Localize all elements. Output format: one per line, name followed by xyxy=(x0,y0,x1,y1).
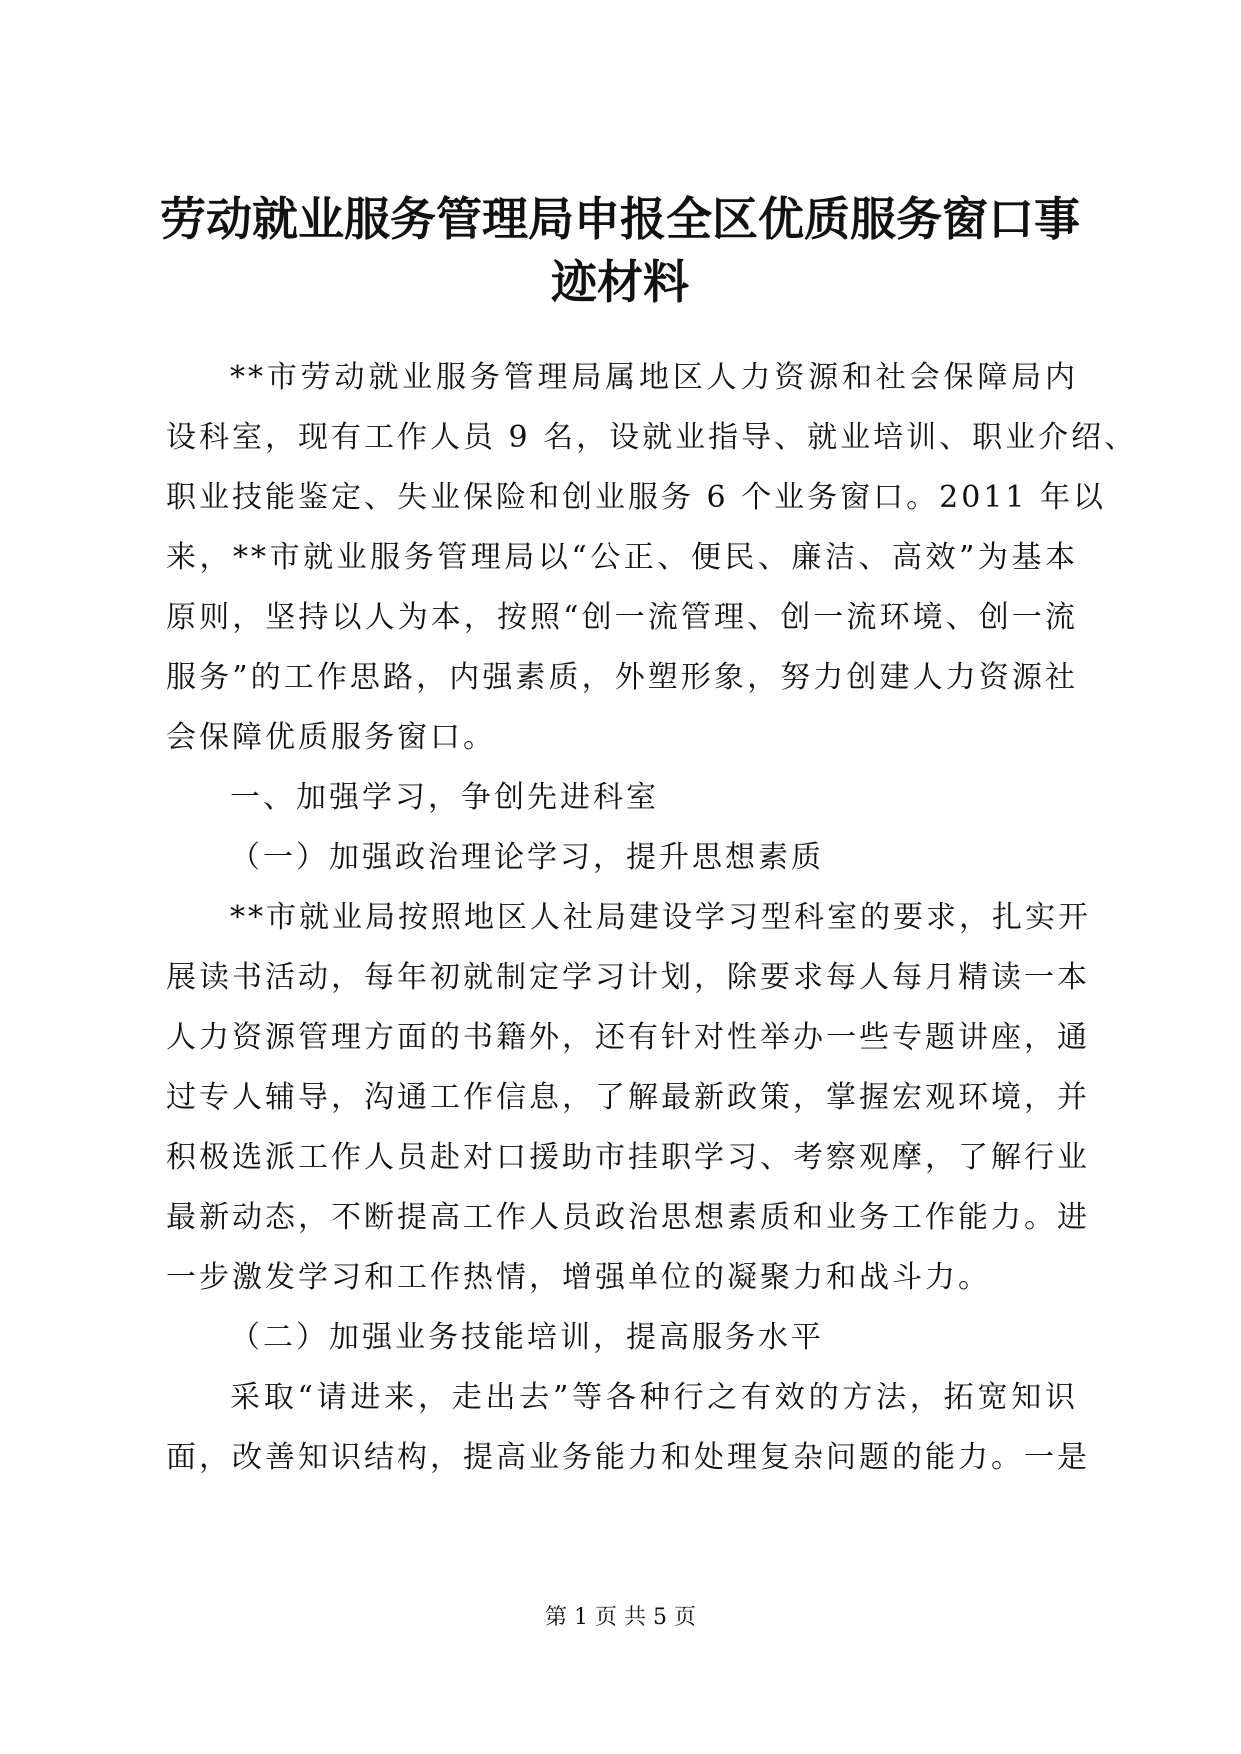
page-number: 第 1 页 共 5 页 xyxy=(545,1605,696,1630)
paragraph-line: 采取“请进来，走出去”等各种行之有效的方法，拓宽知识 xyxy=(230,1380,1078,1415)
paragraph-line: 展读书活动，每年初就制定学习计划，除要求每人每月精读一本 xyxy=(166,960,1090,995)
subsection-heading: （二）加强业务技能培训，提高服务水平 xyxy=(230,1320,824,1355)
paragraph-line: 最新动态，不断提高工作人员政治思想素质和业务工作能力。进 xyxy=(166,1200,1090,1235)
paragraph-line: 人力资源管理方面的书籍外，还有针对性举办一些专题讲座，通 xyxy=(166,1020,1090,1055)
paragraph-line: 设科室，现有工作人员 9 名，设就业指导、就业培训、职业介绍、 xyxy=(166,420,1138,455)
paragraph-line: 一步激发学习和工作热情，增强单位的凝聚力和战斗力。 xyxy=(166,1260,991,1295)
paragraph-line: 面，改善知识结构，提高业务能力和处理复杂问题的能力。一是 xyxy=(166,1440,1090,1475)
paragraph-line: 会保障优质服务窗口。 xyxy=(166,720,496,755)
document-title xyxy=(150,188,1090,314)
paragraph-line: 服务”的工作思路，内强素质，外塑形象，努力创建人力资源社 xyxy=(166,660,1078,695)
paragraph-line: 来，**市就业服务管理局以“公正、便民、廉洁、高效”为基本 xyxy=(166,540,1078,575)
title-line-1: 劳动就业服务管理局申报全区优质服务窗口事 xyxy=(160,192,1080,246)
paragraph-line: 积极选派工作人员赴对口援助市挂职学习、考察观摩，了解行业 xyxy=(166,1140,1090,1175)
paragraph-line: **市就业局按照地区人社局建设学习型科室的要求，扎实开 xyxy=(230,900,1091,935)
document-body xyxy=(166,348,1138,1488)
paragraph-line: 过专人辅导，沟通工作信息，了解最新政策，掌握宏观环境，并 xyxy=(166,1080,1090,1115)
section-heading: 一、加强学习，争创先进科室 xyxy=(230,780,659,815)
title-line-2: 迹材料 xyxy=(551,255,689,309)
paragraph-line: 原则，坚持以人为本，按照“创一流管理、创一流环境、创一流 xyxy=(166,600,1078,635)
paragraph-line: **市劳动就业服务管理局属地区人力资源和社会保障局内 xyxy=(230,360,1078,395)
paragraph-line: 职业技能鉴定、失业保险和创业服务 6 个业务窗口。2011 年以 xyxy=(166,480,1107,515)
subsection-heading: （一）加强政治理论学习，提升思想素质 xyxy=(230,840,824,875)
